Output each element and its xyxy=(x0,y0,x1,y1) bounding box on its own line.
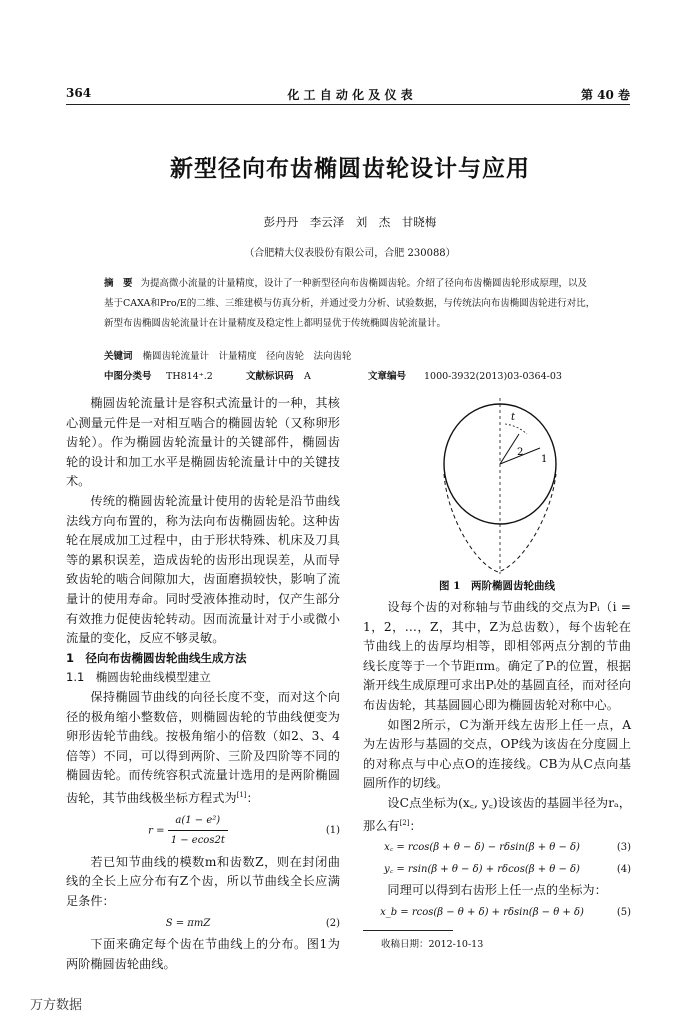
affiliation: （合肥精大仪表股份有限公司，合肥 230088） xyxy=(244,248,456,259)
abstract-text: 为提高微小流量的计量精度，设计了一种新型径向布齿椭圆齿轮。介绍了径向布齿椭圆齿轮形成原理，以及基于CAXA和Pro/E的二维、三维建模与仿真分析，并通过受力分析、试验数据，与传统法向布齿椭圆齿轮进行对比，新型布齿椭圆齿轮流量计在计量精度及稳定性上都明显优于传统椭圆齿轮流量计。 xyxy=(104,278,596,329)
paragraph: 传统的椭圆齿轮流量计使用的齿轮是沿节曲线法线方向布置的，称为法向布齿椭圆齿轮。这种齿轮在展成加工过程中，由于形状特殊、机床及刀具等的累积误差，造成齿轮的齿形出现误差，从而导致齿轮的啮合间隙加大，齿面磨损较快，影响了流量计的使用寿命。同时受液体推动时，仅产生部分有效推力促使齿轮转动。因而流量计对于小或微小流量的变化，反应不够灵敏。 xyxy=(66,493,340,646)
figure-label-2: 2 xyxy=(517,447,524,458)
doc-code-label: 文献标识码 xyxy=(246,371,294,382)
article-title: 新型径向布齿椭圆齿轮设计与应用 xyxy=(170,156,530,182)
paragraph-text: 保持椭圆节曲线的向径长度不变，而对这个向径的极角缩小整数倍，则椭圆齿轮的节曲线便变为卵形齿轮节曲线。按极角缩小的倍数（如2、3、4倍等）不同，可以得到两阶、三阶及四阶等不同的椭圆齿轮。而传统容积式流量计选用的是两阶椭圆齿轮，其节曲线极坐标方程式为 xyxy=(66,689,340,805)
paragraph: 下面来确定每个齿在节曲线上的分布。图1为两阶椭圆齿轮曲线。 xyxy=(66,937,340,971)
paragraph-tail: ： xyxy=(246,790,259,805)
equation-number: (3) xyxy=(616,842,631,854)
citation: [2] xyxy=(399,818,410,827)
classification-line xyxy=(104,368,624,382)
equation-number: (1) xyxy=(325,824,340,836)
volume-number: 第 40 卷 xyxy=(580,88,630,102)
paragraph xyxy=(363,794,631,836)
right-column xyxy=(363,598,631,925)
eq4-body: y꜀ = rsin(β + θ − δ) + rδcos(β + θ − δ) xyxy=(384,863,580,875)
eq1-lhs: r = xyxy=(148,825,168,837)
cls-value: TH814⁺.2 xyxy=(166,371,213,382)
cls-label: 中图分类号 xyxy=(104,371,152,382)
citation: [1] xyxy=(236,790,247,799)
equation-1 xyxy=(66,811,340,851)
received-date: 收稿日期：2012-10-13 xyxy=(381,939,484,950)
keywords-label: 关键词 xyxy=(104,351,133,362)
footnote-rule xyxy=(363,930,453,931)
angle-arc xyxy=(505,424,527,434)
eq2-body: S = πmZ xyxy=(165,917,211,929)
figure-label-1: 1 xyxy=(541,454,548,465)
paragraph: 如图2所示，C为渐开线左齿形上任一点，A为左齿形与基圆的交点，OP线为该齿在分度圆上的对称点与中心点O的连接线。CB为从C点向基圆所作的切线。 xyxy=(363,717,631,791)
keywords xyxy=(104,348,596,362)
eq3-body: x꜀ = rcos(β + θ − δ) − rδsin(β + θ − δ) xyxy=(384,842,580,854)
equation-2 xyxy=(66,914,340,934)
paragraph: 同理可以得到右齿形上任一点的坐标为： xyxy=(387,883,607,898)
article-no-label: 文章编号 xyxy=(368,371,407,382)
paragraph: 若已知节曲线的模数m和齿数Z，则在封闭曲线的全长上应分布有Z个齿，所以节曲线全长应满足条件： xyxy=(66,854,340,908)
equation-number: (4) xyxy=(616,863,631,875)
equation-4 xyxy=(363,860,631,880)
subsection-heading: 1.1 椭圆齿轮曲线模型建立 xyxy=(66,670,211,685)
paragraph xyxy=(66,688,340,809)
article-no-value: 1000-3932(2013)03-0364-03 xyxy=(424,371,562,382)
watermark: 万方数据 xyxy=(30,998,83,1013)
figure-label-t: t xyxy=(511,412,516,423)
figure-1 xyxy=(435,396,565,576)
journal-name: 化 工 自 动 化 及 仪 表 xyxy=(287,88,413,102)
equation-3 xyxy=(363,838,631,858)
left-column xyxy=(66,394,340,974)
abstract xyxy=(104,274,596,334)
header-rule xyxy=(66,104,630,105)
paragraph-tail: ： xyxy=(409,818,422,833)
figure-caption: 图 1 两阶椭圆齿轮曲线 xyxy=(439,580,555,592)
abstract-label: 摘 要 xyxy=(104,278,133,289)
page-number: 364 xyxy=(66,86,92,100)
eq1-numerator: a(1 − e²) xyxy=(168,811,228,832)
section-heading: 1 径向布齿椭圆齿轮曲线生成方法 xyxy=(66,650,247,665)
eq5-body: x_b = rcos(β − θ + δ) + rδsin(β − θ + δ) xyxy=(380,906,584,918)
equation-number: (5) xyxy=(616,906,631,918)
paragraph: 椭圆齿轮流量计是容积式流量计的一种，其核心测量元件是一对相互啮合的椭圆齿轮（又称卵形齿轮）。作为椭圆齿轮流量计的关键部件，椭圆齿轮的设计和加工水平是椭圆齿轮流量计中的关键技术。 xyxy=(66,396,340,489)
authors: 彭丹丹 李云泽 刘 杰 甘晓梅 xyxy=(263,215,437,229)
equation-number: (2) xyxy=(325,917,340,929)
eq1-denominator: 1 − ecos2t xyxy=(170,835,225,847)
paragraph: 设每个齿的对称轴与节曲线的交点为Pᵢ（i = 1，2，…，Z，其中，Z为总齿数），每个齿轮在节曲线上的齿厚均相等，即相邻两点分割的节曲线长度等于一个节距πm。确定了Pᵢ的位置，根据渐开线生成原理可求出Pᵢ处的基圆直径，而对径向布齿齿轮，其基圆圆心即为椭圆齿轮对称中心。 xyxy=(363,600,631,712)
doc-code-value: A xyxy=(304,371,311,382)
paragraph-text: 设C点坐标为(x꜀, y꜀)设该齿的基圆半径为rₐ，那么有 xyxy=(363,795,631,833)
keywords-text: 椭圆齿轮流量计 计量精度 径向齿轮 法向齿轮 xyxy=(142,351,352,362)
equation-5 xyxy=(363,903,631,923)
